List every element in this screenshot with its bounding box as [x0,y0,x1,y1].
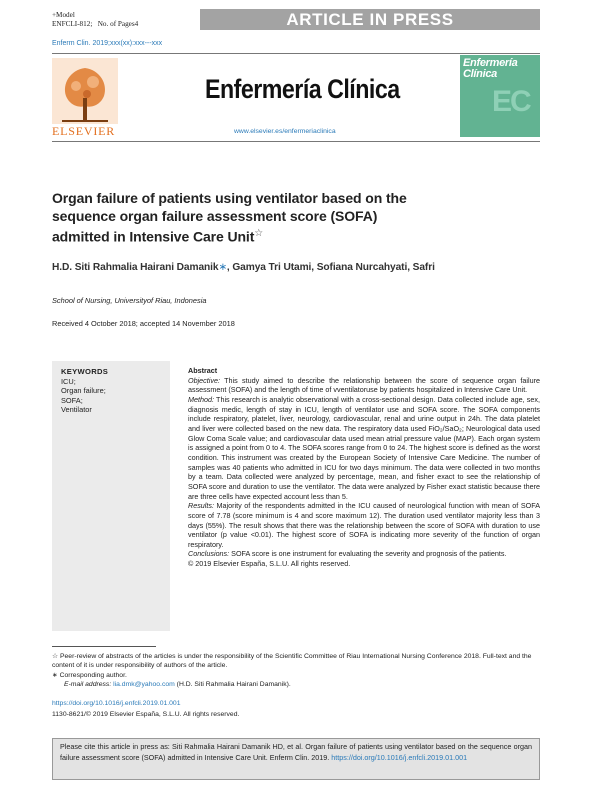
abstract-copyright: © 2019 Elsevier España, S.L.U. All rights reserved. [188,559,351,569]
journal-citation-link[interactable]: Enferm Clin. 2019;xxx(xx):xxx---xxx [52,40,163,47]
keywords-heading: KEYWORDS [61,367,109,376]
journal-cover-thumbnail [460,55,540,137]
keyword-item: SOFA; [61,395,83,405]
abstract-conclusions: Conclusions: SOFA score is one instrument for evaluating the severity and prognosis of the patients. [188,549,507,559]
footnotes [52,652,540,690]
article-meta [52,11,138,29]
co-authors: , Gamya Tri Utami, Sofiana Nurcahyati, Safri [226,262,435,273]
star-footnote-icon: ☆ [52,653,59,660]
keyword-item: Ventilator [61,404,92,414]
keywords-box [52,361,170,631]
abstract-heading: Abstract [188,366,218,375]
please-cite-box [52,738,540,780]
cover-title: Enfermería Clínica [463,57,518,80]
email-note: E-mail address: lia.dmk@yahoo.com (H.D. Siti Rahmalia Hairani Damanik). [64,681,291,689]
article-in-press-banner: ARTICLE IN PRESS [200,9,540,30]
journal-website-link[interactable]: www.elsevier.es/enfermeriaclinica [234,128,336,135]
abstract-objective: Objective: This study aimed to describe the relationship between the score of sequence organ failure assessment (SOFA) and the length of time of vventilatoruse by patients hospitalized in Intensive Care Unit. [188,375,540,395]
asterisk-icon: ∗ [52,671,58,679]
footnote-rule [52,646,156,647]
please-cite-text: Please cite this article in press as: Siti Rahmalia Hairani Damanik HD, et al. Organ failure of patients using ventilator based on the sequence organ failure assessment score (SOFA) admitted in Intensive Care Unit. Enferm Clin. 2019. [60,742,532,762]
article-code: ENFCLI-812; [52,20,93,28]
page-count: No. of Pages4 [97,20,139,28]
star-footnote-icon[interactable]: ☆ [254,228,264,239]
abstract-method: Method: This research is analytic observational with a cross-sectional design. Data collected include age, sex, diagnosis medic, length of stay in ICU, length of ventilator use and SOFA score. The SOFA components include respiratory, platelet, liver, neurology, cardiovascular, renal and urine output in 24h. The data platelet and liver were collected based on the new data. The respiratory data used FiO₂/SaO₂; Neurological data used Glow Coma Scale value; and cardiovascular data used mean atrial pressure value (MAP). Each organ system is assigned a point from 0 to 4. The SOFA scores range from 0 to 24. The highest score is defined as the worst condition. This instrument was created by the European Society of Intensive Care Medicine. The number of samples was 40 patients who admitted in ICU for two days minimum. The data were collected in two months by a team. Data collected were analyzed by percentage, mean, and fisher exact to see the relationship of SOFA score and duration to use the ventilator. The data were analyzed by Fisher exact statistic because there are three cells have expected account less than 5. [188,394,540,501]
received-dates: Received 4 October 2018; accepted 14 November 2018 [52,319,235,328]
publisher-name: ELSEVIER [52,124,116,138]
masthead-top-rule [52,53,540,54]
keyword-item: ICU; [61,377,76,386]
keyword-item: Organ failure; [61,386,106,396]
elsevier-tree-logo [52,58,118,124]
author-name: H.D. Siti Rahmalia Hairani Damanik [52,262,219,273]
author-list [52,262,435,273]
issn-copyright: 1130-8621/© 2019 Elsevier España, S.L.U. All rights reserved. [52,710,240,718]
journal-title: Enfermería Clínica [205,74,400,104]
abstract-results: Results: Majority of the respondents admitted in the ICU caused of neurological function with mean of SOFA score of 7.78 (score minimum is 4 and score maximum 12). The duration used ventilator majority less than 3 days (55%). The result shows that there was the relationship between the score of SOFA with duration to use ventilator (p value <0.01). The highest score of SOFA is indicating more severity of the function of organ respiratory. [188,501,540,549]
corresponding-asterisk-icon[interactable]: ∗ [218,262,227,273]
please-cite-doi-link[interactable]: https://doi.org/10.1016/j.enfcli.2019.01.001 [331,752,468,762]
cover-ec-mark: EC [492,85,530,118]
model-tag: +Model [52,11,75,19]
doi-link[interactable]: https://doi.org/10.1016/j.enfcli.2019.01.001 [52,700,181,707]
peer-review-note: ☆ Peer-review of abstracts of the articles is under the responsibility of the Scientific Committee of Riau International Nursing Conference 2018. Full-text and the content of it is under responsibility of authors of the article. [52,653,532,670]
email-link[interactable]: lia.dmk@yahoo.com [113,681,175,689]
abstract [188,366,540,569]
masthead-bottom-rule [52,141,540,142]
article-title: Organ failure of patients using ventilator based on the sequence organ failure assessment score (SOFA) admitted in Intensive Care Unit☆ [52,190,407,245]
affiliation: School of Nursing, Universityof Riau, Indonesia [52,296,207,305]
article-identifiers [52,699,239,720]
corresponding-author-note: ∗ Corresponding author. [52,671,127,679]
